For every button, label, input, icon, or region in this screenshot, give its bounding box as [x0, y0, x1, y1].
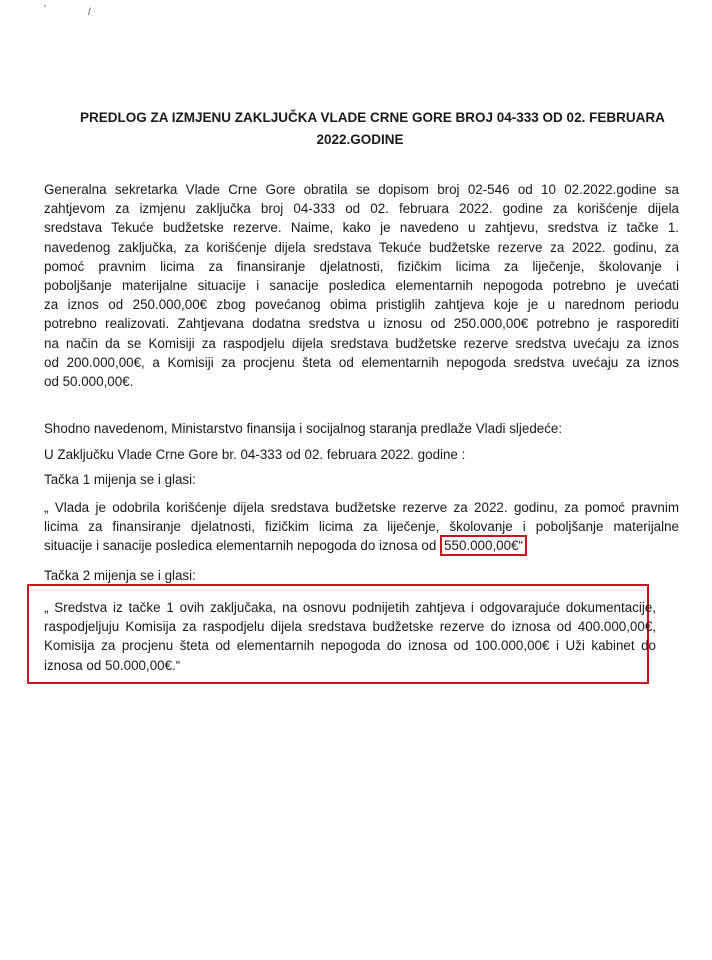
- intro-line: potrebno realizovati. Zahtjevana dodatna sredstva u iznosu od 250.000,00€ potrebno je rasporediti: [44, 316, 679, 332]
- shodno-paragraph: Shodno navedenom, Ministarstvo finansija i socijalnog staranja predlaže Vladi sljedeće:: [44, 421, 563, 436]
- intro-paragraph: [44, 180, 679, 391]
- tacka2-line: Komisija za procjenu šteta od elementarnih nepogoda do iznosa od 100.000,00€ i Uži kabinet do: [44, 638, 656, 654]
- tacka1-heading: Tačka 1 mijenja se i glasi:: [44, 472, 196, 487]
- scan-mark-right: /: [88, 7, 91, 18]
- intro-line: sredstava Tekuće budžetske rezerve. Naime, kako je navedeno u zahtjevu, sredstva iz tačke 1.: [44, 220, 679, 236]
- intro-line: poboljšanje materijalne situacije i sanacije posledica elementarnih nepogoda potrebno je uvećati: [44, 278, 679, 294]
- tacka1-line: licima za finansiranje djelatnosti, fizičkim licima za liječenje, školovanje i poboljšanje materijalne: [44, 519, 679, 535]
- intro-line: od 50.000,00€.: [44, 374, 134, 390]
- tacka2-line: raspodjeljuju Komisija za raspodjelu dijela sredstava budžetske rezerve do iznosa od 400.000,00€,: [44, 619, 656, 635]
- tacka1-line3-prefix: situacije i sanacije posledica elementarnih nepogoda do iznosa od: [44, 538, 437, 554]
- zakljucak-reference: U Zaključku Vlade Crne Gore br. 04-333 od 02. februara 2022. godine :: [44, 447, 466, 462]
- intro-line: na način da se Komisiji za raspodjelu dijela sredstava budžetske rezerve sredstva uvećaju za iznos: [44, 335, 679, 351]
- tacka1-line: [44, 536, 679, 555]
- intro-line: od 200.000,00€, a Komisiji za procjenu šteta od elementarnih nepogoda sredstva uvećaju za iznos: [44, 354, 679, 370]
- tacka2-heading: Tačka 2 mijenja se i glasi:: [44, 568, 196, 583]
- intro-line: navedenog zaključka, za korišćenje dijela sredstava Tekuće budžetske rezerve za 2022. godinu, za: [44, 239, 679, 255]
- tacka2-line: „ Sredstva iz tačke 1 ovih zaključaka, na osnovu podnijetih zahtjeva i odgovarajuće dokumentacije,: [44, 600, 656, 615]
- intro-line: za iznos od 250.000,00€ zbog povećanog obima pristiglih zahtjeva koje je u narednom periodu: [44, 297, 679, 313]
- title-line-2: 2022.GODINE: [316, 132, 404, 147]
- intro-line: pomoć pravnim licima za finansiranje djelatnosti, fizičkim licima za liječenje, školovanje i: [44, 258, 679, 274]
- amount-highlight-box: 550.000,00€“: [440, 535, 527, 556]
- tacka2-line: iznosa od 50.000,00€.“: [44, 657, 181, 673]
- intro-line: zahtjevom za izmjenu zaključka broj 04-333 od 02. februara 2022. godine za korišćenje dijela: [44, 201, 679, 217]
- tacka2-text: [44, 598, 656, 675]
- tacka1-text: [44, 498, 679, 556]
- document-title: [80, 107, 665, 151]
- tacka1-line: „ Vlada je odobrila korišćenje dijela sredstava budžetske rezerve za 2022. godinu, za pomoć pravnim: [44, 500, 679, 515]
- scan-mark-left: ': [44, 4, 46, 15]
- title-line-1: PREDLOG ZA IZMJENU ZAKLJUČKA VLADE CRNE GORE BROJ 04-333 OD 02. FEBRUARA: [80, 110, 665, 125]
- intro-line: Generalna sekretarka Vlade Crne Gore obratila se dopisom broj 02-546 od 10 02.2022.godine sa: [44, 182, 679, 197]
